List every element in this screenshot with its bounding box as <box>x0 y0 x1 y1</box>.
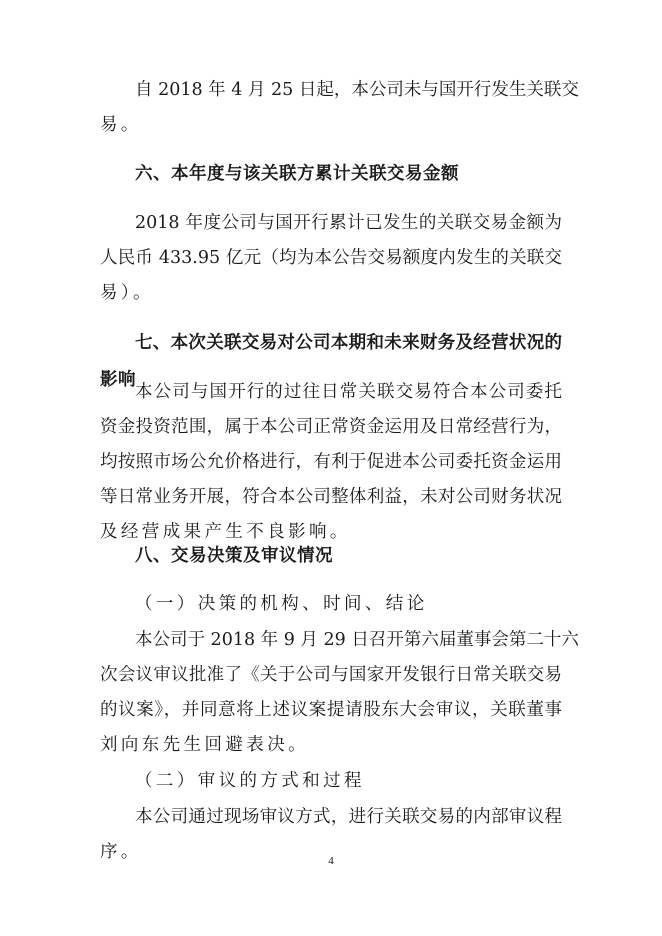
section-heading-7-cont: 影响 <box>100 370 136 390</box>
paragraph-line: 人民币 433.95 亿元（均为本公告交易额度内发生的关联交 <box>100 248 562 268</box>
paragraph-line: 的议案》，并同意将上述议案提请股东大会审议，关联董事 <box>100 700 562 720</box>
paragraph-line: 资金投资范围，属于本公司正常资金运用及日常经营行为， <box>100 417 562 437</box>
section-heading-8: 八、交易决策及审议情况 <box>135 546 333 566</box>
paragraph-line: 等日常业务开展，符合本公司整体利益，未对公司财务状况 <box>100 487 562 507</box>
paragraph-line: 易）。 <box>100 283 154 303</box>
paragraph-line: 自 2018 年 4 月 25 日起，本公司未与国开行发生关联交 <box>135 80 579 100</box>
paragraph-line: 均按照市场公允价格进行，有利于促进本公司委托资金运用 <box>100 452 562 472</box>
paragraph-line: 本公司于 2018 年 9 月 29 日召开第六届董事会第二十六 <box>135 630 579 650</box>
subsection-heading-2: （二）审议的方式和过程 <box>135 771 365 791</box>
subsection-heading-1: （一）决策的机构、时间、结论 <box>135 594 428 614</box>
page-number: 4 <box>328 855 334 867</box>
section-heading-6: 六、本年度与该关联方累计关联交易金额 <box>135 164 459 184</box>
paragraph-line: 刘向东先生回避表决。 <box>100 735 309 755</box>
paragraph-line: 次会议审议批准了《关于公司与国家开发银行日常关联交易 <box>100 665 562 685</box>
paragraph-line: 2018 年度公司与国开行累计已发生的关联交易金额为 <box>135 213 562 233</box>
paragraph-line: 易。 <box>100 115 142 135</box>
paragraph-line: 本公司通过现场审议方式，进行关联交易的内部审议程 <box>135 807 562 827</box>
paragraph-line: 序。 <box>100 842 142 862</box>
paragraph-line: 及经营成果产生不良影响。 <box>100 522 351 542</box>
paragraph-line: 本公司与国开行的过往日常关联交易符合本公司委托 <box>135 382 562 402</box>
section-heading-7: 七、本次关联交易对公司本期和未来财务及经营状况的 <box>135 333 562 353</box>
